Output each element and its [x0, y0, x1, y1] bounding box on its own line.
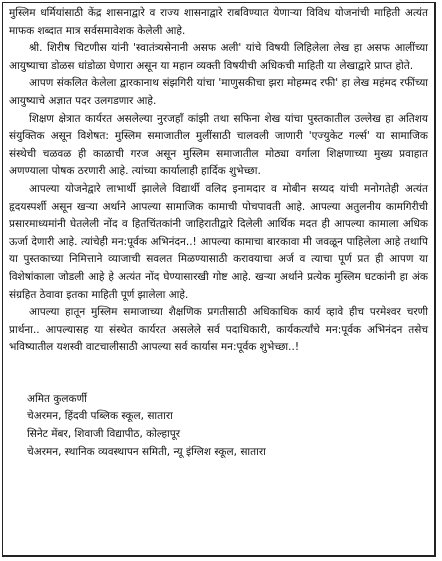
paragraph-education: शिक्षण क्षेत्रात कार्यरत असलेल्या नुरजहाँ कांझी तथा सफिना शेख यांचा पुस्तकातील उल्लेख हा अतिशय संयुक्तिक असून विशेषत: मुस्लिम समाजातील मुलींसाठी चालवली जाणारी 'एज्युकेट गर्ल्स' या सामाजिक संस्थेची चळवळ ही काळाची गरज असून मुस्लिम समाजातील मोठ्या वर्गाला शिक्षणाच्या मुख्य प्रवाहात अणण्याला पोषक ठरणारी आहे. त्यांच्या कार्यालाही हार्दिक शुभेच्छा.	[9, 112, 428, 178]
paragraph-rafi: आपण संकलित केलेला द्वारकानाथ संझगिरी यांचा 'माणुसकीचा झरा मोहम्मद रफी' हा लेख महंमद रफींच्या आयुष्याचे अज्ञात पदर उलगडणार आहे.	[9, 77, 428, 107]
paragraph-asaf-ali: श्री. शिरीष चिटणीस यांनी 'स्वातंत्र्यसेनानी असफ अली' यांचे विषयी लिहिलेला लेख हा असफ आलींच्या आयुष्याचा डोळस धांडोळा घेणारा असून या महान व्यक्ती विषयीची अधिकची माहिती या लेखाद्वारे प्राप्त होते.	[9, 42, 428, 72]
signature-title-3: चेअरमन, स्थानिक व्यवस्थापन समिती, न्यू इंग्लिश स्कूल, सातारा	[27, 445, 266, 458]
signature-title-2: सिनेट मेंबर, शिवाजी विद्यापीठ, कोल्हापूर	[27, 428, 180, 441]
paragraph-wishes: आपल्या हातून मुस्लिम समाजाच्या शैक्षणिक प्रगतीसाठी अधिकाधिक कार्य व्हावे हीच परमेश्वर चरणी प्रार्थना.. आपल्यासह या संस्थेत कार्यरत असलेले सर्व पदाधिकारी, कार्यकर्त्यांचे मन:पूर्वक अभिनंदन तसेच भविष्यातील यशस्वी वाटचालीसाठी आपल्या सर्व कार्यास मन:पूर्वक शुभेच्छा..!	[9, 306, 428, 354]
paragraph-beneficiaries: आपल्या योजनेद्वारे लाभार्थी झालेले विद्यार्थी वलिद इनामदार व मोबीन सय्यद यांची मनोगतेही अत्यंत हृदयस्पर्शी असून खऱ्या अर्थाने आपल्या सामाजिक कामाची पोचपावती आहे. आपल्या अतुलनीय कामगिरीची प्रसारमाध्यमांनी घेतलेली नोंद व हितचिंतकांनी जाहिरातीद्वारे दिलेली आर्थिक मदत ही आपल्या कामाला अधिक ऊर्जा देणारी आहे. त्यांचेही मन:पूर्वक अभिनंदन..! आपल्या कामाचा बारकावा मी जवळून पाहिलेला आहे तथापि या पुस्तकाच्या निमित्ताने व्याजाची सवलत मिळण्यासाठी करावयाचा अर्ज व त्याचा पूर्ण प्रत ही आपण या विशेषांकाला जोडली आहे हे अत्यंत नोंद घेण्यासारखी गोष्ट आहे. खऱ्या अर्थाने प्रत्येक मुस्लिम घटकांनी हा अंक संग्रहित ठेवावा इतका माहिती पूर्ण झालेला आहे.	[9, 182, 428, 301]
signature-title-1: चेअरमन, हिंदवी पब्लिक स्कूल, सातारा	[27, 410, 173, 423]
document-page	[2, 2, 436, 557]
paragraph-schemes: मुस्लिम धर्मियांसाठी केंद्र शासनाद्वारे व राज्य शासनाद्वारे राबविण्यात येणाऱ्या विविध योजनांची माहिती अत्यंत माफक शब्दात मात्र सर्वसमावेशक केलेली आहे.	[9, 7, 428, 37]
signature-block	[9, 391, 428, 461]
signature-name: अमित कुलकर्णी	[27, 392, 87, 405]
